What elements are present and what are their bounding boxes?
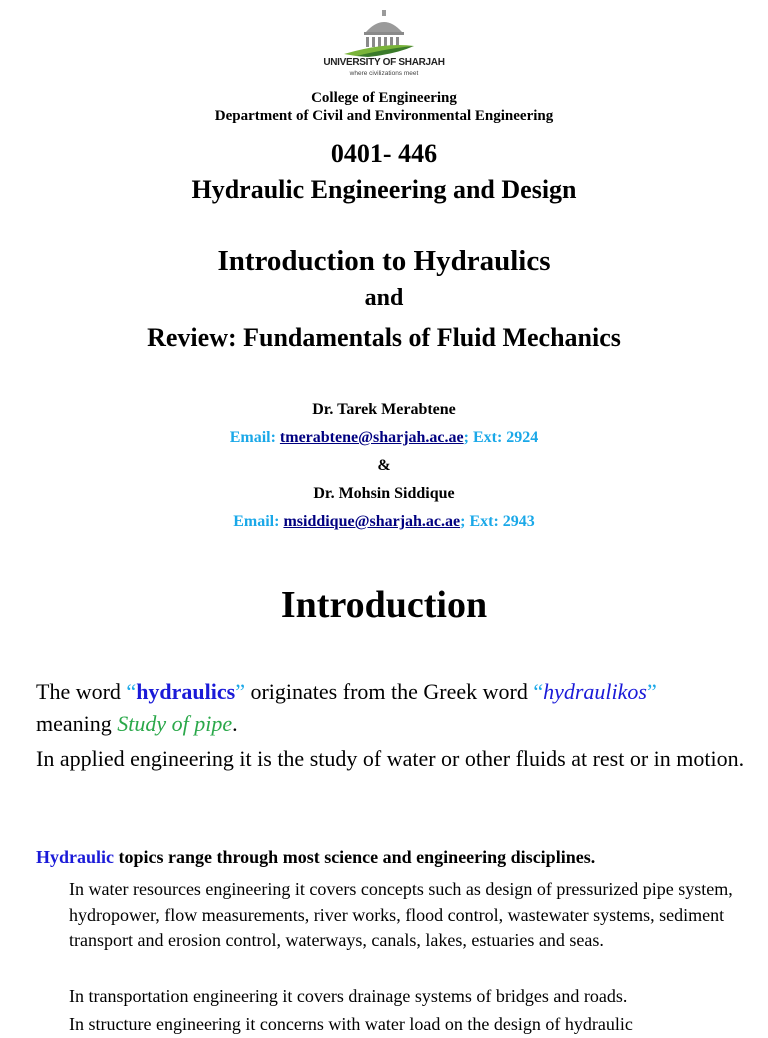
author-separator: & <box>377 457 391 474</box>
department-name: Department of Civil and Environmental Engineering <box>214 108 554 124</box>
email-label: Email: <box>233 513 284 530</box>
topics-keyword: Hydraulic <box>36 847 115 867</box>
email-label: Email: <box>229 429 280 446</box>
open-quote: “ <box>126 679 137 704</box>
extension-1: ; Ext: 2924 <box>463 429 539 446</box>
close-quote: ” <box>235 679 245 704</box>
lecture-subtitle: Review: Fundamentals of Fluid Mechanics <box>147 323 621 352</box>
bullet-item: In structure engineering it concerns with water load on the design of hydraulic <box>69 1014 633 1034</box>
topics-rest: topics range through most science and engineering disciplines. <box>114 847 596 867</box>
email-link-1[interactable]: tmerabtene@sharjah.ac.ae <box>279 429 464 446</box>
intro-paragraph-2: In applied engineering it is the study of water or other fluids at rest or in motion. <box>36 746 745 771</box>
greek-word: hydraulikos <box>543 679 647 704</box>
para1-prefix: The word <box>36 679 127 704</box>
author-name-1: Dr. Tarek Merabtene <box>312 401 456 418</box>
intro-paragraph-1 <box>36 676 760 740</box>
keyword-hydraulics: hydraulics <box>136 679 236 704</box>
open-quote-greek: “ <box>533 679 544 704</box>
bullet-item: In water resources engineering it covers concepts such as design of pressurized pipe system, hydropower, flow measurements, river works, flood control, wastewater systems, sediment transport and erosion control, waterways, canals, lakes, estuaries and seas. <box>69 879 733 950</box>
logo-name: UNIVERSITY OF SHARJAH <box>323 57 445 68</box>
course-title: Hydraulic Engineering and Design <box>191 175 577 204</box>
para1-line2-prefix: meaning <box>36 711 118 736</box>
course-code: 0401- 446 <box>330 139 438 168</box>
section-heading: Introduction <box>280 584 488 626</box>
topics-line <box>36 847 595 868</box>
logo-tagline: where civilizations meet <box>349 70 419 77</box>
author-email-line-1 <box>0 429 768 447</box>
para1-end: . <box>232 711 238 736</box>
lecture-title: Introduction to Hydraulics <box>217 245 551 277</box>
extension-2: ; Ext: 2943 <box>460 513 535 530</box>
university-logo <box>316 8 452 80</box>
bullet-item: In transportation engineering it covers drainage systems of bridges and roads. <box>69 986 628 1006</box>
meaning-text: Study of pipe <box>117 711 233 736</box>
email-link-2[interactable]: msiddique@sharjah.ac.ae <box>283 513 461 530</box>
close-quote-greek: ” <box>647 679 657 704</box>
college-name: College of Engineering <box>311 90 457 106</box>
lecture-connector: and <box>364 285 404 311</box>
author-name-2: Dr. Mohsin Siddique <box>313 485 455 502</box>
author-email-line-2 <box>0 513 768 531</box>
dome-icon <box>316 8 452 58</box>
para1-middle: originates from the Greek word <box>244 679 534 704</box>
